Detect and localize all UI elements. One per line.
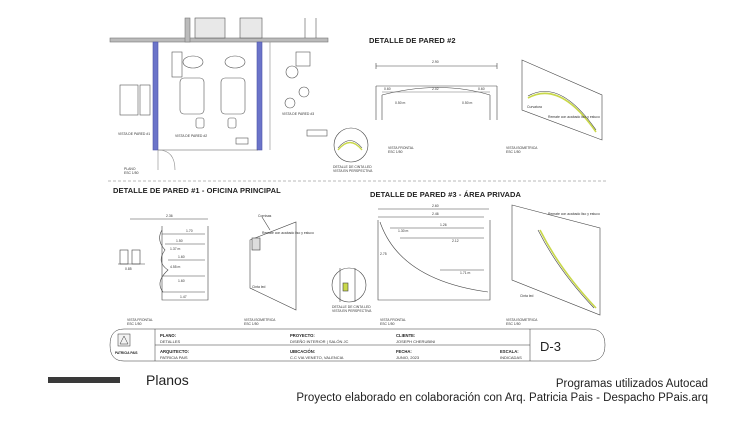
tb-ubicacion-value: C.C VIA VENETO, VALENCIA [290,355,344,360]
tb-sheet-number: D-3 [540,339,561,354]
tb-plano-value: DETALLES [160,339,181,344]
tb-arquitecto-label: ARQUITECTO: [160,349,190,354]
wall2-dim-c: 0.60 [478,87,485,91]
wall1-dim-7: 1.47 [180,295,187,299]
led-detail-circle-2 [332,268,366,302]
tb-cliente-value: JOSEPH CHERUBINI [396,339,436,344]
tb-escala-value: INDICADAS [500,355,522,360]
wall1-front-scale: ESC 1/50 [127,322,142,326]
wall3-dim-5: 1.30 m [398,229,409,233]
led-detail-1-sub: VISTA EN PERSPECTIVA [333,169,373,173]
wall1-iso-label: VISTA ISOMETRICA [244,318,276,322]
wall1-note-finish: Remate con acabado liso y estuco [262,231,314,235]
wall1-front-label: VISTA FRONTAL [127,318,153,322]
wall1-dim-top: 2.36 [166,214,173,218]
led-detail-1-label: DETALLE DE CINTA LED [333,165,372,169]
caption-credits [296,377,708,405]
wall3-note-led: Cinta led [520,294,534,298]
tb-fecha-label: FECHA: [396,349,412,354]
wall2-dim-b: 2.02 [432,87,439,91]
wall1-dim-4: 1.60 [178,255,185,259]
wall3-dim-4: 2.12 [452,239,459,243]
wall3-dim-6: 1.71 m [460,271,471,275]
wall2-front-label: VISTA FRONTAL [388,146,414,150]
floor-plan [110,18,328,170]
wall2-front-view [376,63,497,120]
led-detail-2-label: DETALLE DE CINTA LED [332,305,371,309]
led-detail-circle-1 [334,128,368,162]
wall3-front-scale: ESC 1/50 [380,322,395,326]
caption-title: Planos [146,372,189,388]
wall3-iso-view [512,205,600,315]
wall1-title: DETALLE DE PARED #1 - OFICINA PRINCIPAL [113,186,281,195]
tb-ubicacion-label: UBICACIÓN: [290,349,316,354]
caption-credit: Proyecto elaborado en colaboración con Arq. Patricia Pais - Despacho PPais.arq [296,392,708,404]
tb-escala-label: ESCALA: [500,349,519,354]
wall1-note-cove: Cornisas [258,214,272,218]
tb-fecha-value: JUNIO, 2023 [396,355,420,360]
wall3-front-view [378,209,490,300]
tb-plano-label: PLANO: [160,333,177,338]
wall2-title: DETALLE DE PARED #2 [369,36,456,45]
wall1-dim-5: 4.55 m [170,265,181,269]
wall3-dim-2: 2.46 [432,212,439,216]
wall2-front-scale: ESC 1/50 [388,150,403,154]
tb-arquitecto-value: PATRICIA PAIS [160,355,188,360]
wall3-dim-7: 2.75 [380,252,387,256]
wall1-dim-3: 1.37 m [170,247,181,251]
wall1-dim-2: 1.50 [176,239,183,243]
wall3-iso-scale: ESC 1/50 [506,322,521,326]
wall1-dim-6: 1.60 [178,279,185,283]
wall3-dim-1: 2.60 [432,204,439,208]
wall2-dim-d: 0.50 m [395,101,406,105]
wall2-iso-view [522,60,602,140]
caption-accent-bar [48,377,120,383]
wall2-iso-scale: ESC 1/50 [506,150,521,154]
wall1-note-led: Cinta led [252,285,266,289]
wall3-title: DETALLE DE PARED #3 - ÁREA PRIVADA [370,190,522,199]
caption-software: Programas utilizados Autocad [555,378,708,390]
wall1-iso-scale: ESC 1/50 [244,322,259,326]
wall3-note-finish: Remate con acabado liso y estuco [548,212,600,216]
pared1-marker: VISTA DE PARED #1 [118,132,151,136]
wall2-note-finish: Remate con acabado liso y estuco [548,115,600,119]
wall2-iso-label: VISTA ISOMETRICA [506,146,538,150]
wall3-front-label: VISTA FRONTAL [380,318,406,322]
plan-label: PLANO [124,167,136,171]
wall3-iso-label: VISTA ISOMETRICA [506,318,538,322]
pared2-marker: VISTA DE PARED #2 [175,134,208,138]
tb-proyecto-value: DISEÑO INTERIOR | SALÓN JC [290,339,349,344]
wall2-dim-a: 0.60 [384,87,391,91]
wall1-dim-8: 0.85 [125,267,132,271]
plan-scale: ESC 1/50 [124,171,139,175]
tb-cliente-label: CLIENTE: [396,333,416,338]
wall2-dim-e: 0.50 m [462,101,473,105]
wall2-note-curve: Curvatura [527,105,542,109]
tb-proyecto-label: PROYECTO: [290,333,315,338]
wall1-dim-1: 1.70 [186,229,193,233]
pared3-marker: VISTA DE PARED #3 [282,112,315,116]
wall2-dim-width: 2.90 [432,60,439,64]
led-detail-2-sub: VISTA EN PERSPECTIVA [332,309,372,313]
title-logo: PATRICIA PAIS [115,351,138,355]
wall1-front-view [118,219,208,300]
wall3-dim-3: 1.26 [440,223,447,227]
